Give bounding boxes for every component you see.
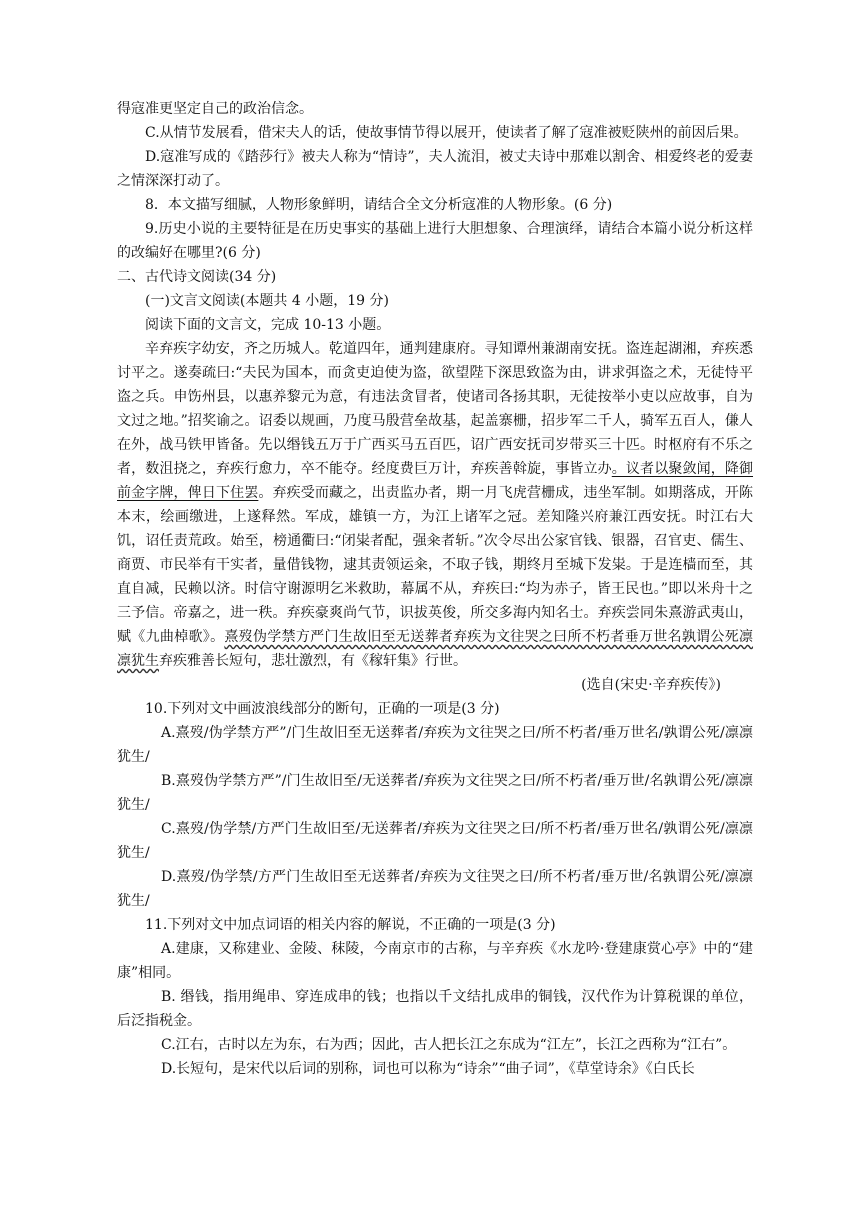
q10-option-d: D.熹歿/伪学禁/方严门生故旧至无送葬者/弃疾为文往哭之曰/所不朽者/垂万世/名孰谓公死/凛凛犹生/ (117, 869, 753, 909)
question-11-stem: 11.下列对文中加点词语的相关内容的解说，不正确的一项是(3 分) (145, 917, 556, 933)
question-10-stem: 10.下列对文中画波浪线部分的断句，正确的一项是(3 分) (145, 701, 500, 717)
section-heading-2: 二、古代诗文阅读(34 分) (117, 269, 277, 285)
wavy-underlined-sentence: 熹歿伪学禁方严门生故旧至无送葬者弃疾为文往哭之曰所不朽者垂万世名孰谓公死凛凛犹生 (117, 629, 754, 669)
q11-option-d: D.长短句，是宋代以后词的别称，词也可以称为“诗余”“曲子词”，《草堂诗余》《白氏长 (161, 1061, 695, 1077)
q11-option-b: B. 缗钱，指用绳串、穿连成串的钱；也指以千文结扎成串的铜钱，汉代作为计算税课的单位，后泛指税金。 (117, 989, 753, 1029)
q7-option-c: C.从情节发展看，借宋夫人的话，使故事情节得以展开，使读者了解了寇准被贬陕州的前因后果。 (145, 125, 748, 141)
question-8: 8．本文描写细腻，人物形象鲜明，请结合全文分析寇准的人物形象。(6 分) (145, 197, 613, 213)
q10-option-b: B.熹歿伪学禁方严”/门生故旧至/无送葬者/弃疾为文往哭之曰/所不朽者/垂万世/名孰谓公死/凛凛犹生/ (117, 773, 753, 813)
exam-page (117, 97, 753, 1081)
q11-option-c: C.江右，古时以左为东，右为西；因此，古人把长江之东成为“江左”，长江之西称为“江右”。 (161, 1037, 737, 1053)
passage-part-1: 辛弃疾字幼安，齐之历城人。乾道四年，通判建康府。寻知谭州兼湖南安抚。盗连起湖湘，弃疾悉讨平之。遂奏疏曰:“夫民为国本，而贪吏迫使为盗，欲望陛下深思致盗为由，讲求弭盗之术，无徒恃平盗之兵。申饬州县，以惠养黎元为意，有违法贪冒者，使诸司各扬其职，无徒按举小吏以应故事，自为文过之地。”招奖谕之。诏委以规画，乃度马殷营垒故基，起盖寨栅，招步军二千人，骑军五百人，傔人在外，战马铁甲皆备。先以缗钱五万于广西买马五百匹，诏广西安抚司岁带买三十匹。时枢府有不乐之者，数沮挠之，弃疾行愈力，卒不能夺。经度费巨万计，弃疾善斡旋，事皆立办 (117, 341, 753, 477)
passage-part-3: 弃疾雅善长短句，悲壮激烈，有《稼轩集》行世。 (159, 653, 467, 669)
q7-option-d: D.寇准写成的《踏莎行》被夫人称为“情诗”，夫人流泪，被丈夫诗中那难以割舍、相爱终老的爱妻之情深深打动了。 (117, 149, 753, 189)
reading-instruction: 阅读下面的文言文，完成 10-13 小题。 (145, 317, 391, 333)
subsection-heading: (一)文言文阅读(本题共 4 小题，19 分) (145, 293, 389, 309)
top-fragment: 得寇准更坚定自己的政治信念。 (117, 101, 313, 117)
passage-part-2: 。弃疾受而藏之，出责监办者，期一月飞虎营栅成，违坐军制。如期落成，开陈本末，绘画缴进，上遂释然。军成，雄镇一方，为江上诸军之冠。差知隆兴府兼江西安抚。时江右大饥，诏任责荒政。始至，榜通衢曰:“闭粜者配，强籴者斩。”次令尽出公家官钱、银器，召官吏、儒生、商贾、市民举有干实者，量借钱物，逮其责领运籴，不取子钱，期终月至城下发粜。于是连樯而至，其直自减，民赖以济。时信守谢源明乞米救助，幕属不从，弃疾曰:“均为赤子，皆王民也。”即以米舟十之三予信。帝嘉之，进一秩。弃疾豪爽尚气节，识拔英俊，所交多海内知名士。弃疾尝同朱熹游武夷山，赋《九曲棹歌》。 (117, 485, 754, 645)
classical-passage (117, 337, 753, 673)
underlined-sentence: 。议者以聚敛闻，降御前金字牌，俾日下住罢 (117, 461, 754, 501)
question-9: 9.历史小说的主要特征是在历史事实的基础上进行大胆想象、合理演绎，请结合本篇小说分析这样的改编好在哪里?(6 分) (117, 221, 753, 261)
q10-option-a: A.熹歿/伪学禁方严”/门生故旧至无送葬者/弃疾为文往哭之曰/所不朽者/垂万世名/孰谓公死/凛凛犹生/ (117, 725, 753, 765)
q10-option-c: C.熹歿/伪学禁/方严门生故旧至/无送葬者/弃疾为文往哭之曰/所不朽者/垂万世名/孰谓公死/凛凛犹生/ (117, 821, 753, 861)
passage-source: (选自(宋史·辛弃疾传》) (581, 677, 721, 693)
q11-option-a: A.建康，又称建业、金陵、秣陵，今南京市的古称，与辛弃疾《水龙吟·登建康赏心亭》中的“建康”相同。 (117, 941, 753, 981)
